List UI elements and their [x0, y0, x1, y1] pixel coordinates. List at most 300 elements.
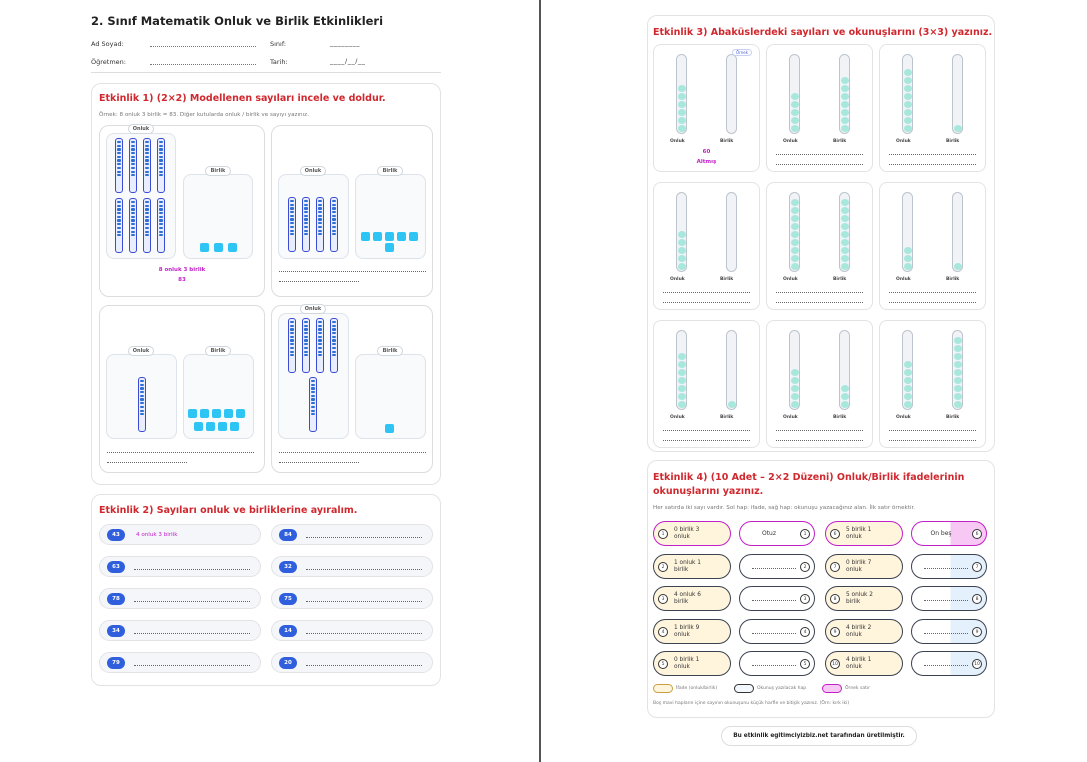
answer-line[interactable]	[776, 430, 863, 431]
decompose-row	[271, 620, 433, 641]
abacus-card	[653, 182, 760, 310]
answer-line[interactable]	[279, 452, 426, 453]
number-badge: 14	[279, 625, 297, 637]
decompose-row	[99, 652, 261, 673]
bead	[904, 117, 912, 124]
unit-cube	[385, 243, 394, 252]
bead	[904, 369, 912, 376]
item-number: 5	[800, 659, 810, 669]
item-number: 2	[800, 562, 810, 572]
activity4-title-line1: Etkinlik 4) (10 Adet – 2×2 Düzeni) Onluk/Birlik ifadelerinin	[653, 472, 965, 483]
abacus-card	[879, 44, 986, 172]
bead	[791, 215, 799, 222]
bead	[678, 377, 686, 384]
birlik-rod-label: Birlik	[720, 139, 734, 144]
birlik-rod	[952, 54, 963, 134]
example-answer: 4 onluk 3 birlik	[136, 532, 178, 538]
unit-cube	[397, 232, 406, 241]
bead	[954, 337, 962, 344]
bead	[791, 101, 799, 108]
ogretmen-label: Öğretmen:	[91, 58, 126, 66]
number-badge: 75	[279, 593, 297, 605]
bead	[791, 385, 799, 392]
bead	[791, 223, 799, 230]
birlik-rod-label: Birlik	[720, 277, 734, 282]
bead	[841, 263, 849, 270]
birlik-rod-label: Birlik	[720, 415, 734, 420]
bead	[841, 255, 849, 262]
bead	[841, 93, 849, 100]
onluk-rod	[676, 192, 687, 272]
number-badge: 34	[107, 625, 125, 637]
bead	[791, 207, 799, 214]
bead	[791, 393, 799, 400]
expression-pill	[825, 651, 903, 676]
header-divider	[91, 72, 441, 73]
answer-line[interactable]	[306, 601, 422, 602]
bead	[678, 117, 686, 124]
item-number: 2	[658, 562, 668, 572]
bead	[791, 199, 799, 206]
unit-cube	[373, 232, 382, 241]
onluk-rod-label: Onluk	[670, 277, 685, 282]
bead	[841, 199, 849, 206]
item-number: 6	[972, 529, 982, 539]
bead	[904, 77, 912, 84]
abacus-card	[766, 182, 873, 310]
bead	[954, 401, 962, 408]
bead	[904, 109, 912, 116]
tarih-field[interactable]: ____/__/__	[330, 57, 366, 65]
expression-text: 0 birlik 1 onluk	[674, 657, 700, 670]
example-answer-number: 83	[178, 277, 186, 283]
answer-line[interactable]	[306, 665, 422, 666]
reading-pill[interactable]	[739, 619, 815, 644]
answer-line[interactable]	[776, 292, 863, 293]
unit-cube	[206, 422, 215, 431]
expression-text: 5 onluk 2 birlik	[846, 592, 873, 605]
answer-line[interactable]	[663, 430, 750, 431]
reading-line[interactable]	[752, 568, 796, 569]
number-badge: 32	[279, 561, 297, 573]
bead	[678, 353, 686, 360]
abacus-card	[766, 44, 873, 172]
onluk-rod	[902, 54, 913, 134]
decompose-row	[271, 556, 433, 577]
answer-line[interactable]	[134, 569, 250, 570]
onluk-label: Onluk	[128, 346, 154, 356]
onluk-rod	[789, 192, 800, 272]
bead	[904, 393, 912, 400]
onluk-rod-label: Onluk	[896, 139, 911, 144]
reading-line[interactable]	[752, 665, 796, 666]
reading-pill[interactable]	[911, 554, 987, 579]
unit-cube	[224, 409, 233, 418]
bead	[954, 393, 962, 400]
bead	[954, 263, 962, 270]
legend-swatch-ornek	[822, 684, 842, 693]
unit-cube	[409, 232, 418, 241]
ten-rod	[330, 197, 338, 252]
ad-soyad-field[interactable]	[150, 46, 256, 47]
worksheet-title: 2. Sınıf Matematik Onluk ve Birlik Etkinlikleri	[91, 14, 384, 28]
unit-cube	[200, 243, 209, 252]
reading-line[interactable]	[752, 633, 796, 634]
activity4-title-line2: okunuşlarını yazınız.	[653, 486, 764, 497]
ten-rod	[330, 318, 338, 373]
sinif-field[interactable]: ________	[330, 39, 360, 47]
example-word: Altmış	[696, 159, 717, 165]
unit-cube	[218, 422, 227, 431]
answer-line[interactable]	[134, 665, 250, 666]
ten-rod	[157, 138, 165, 193]
expression-text: 1 birlik 9 onluk	[674, 624, 700, 638]
example-reading: On beş	[930, 530, 952, 537]
expression-text: 0 birlik 3 onluk	[674, 527, 700, 540]
bead	[678, 361, 686, 368]
bead	[678, 231, 686, 238]
ten-rod	[288, 197, 296, 252]
bead	[678, 85, 686, 92]
birlik-rod-label: Birlik	[946, 139, 960, 144]
bead	[841, 215, 849, 222]
bead	[678, 109, 686, 116]
bead	[904, 85, 912, 92]
onluk-rod-label: Onluk	[670, 415, 685, 420]
ten-rod	[129, 198, 137, 253]
birlik-rod	[839, 54, 850, 134]
bead	[791, 377, 799, 384]
example-reading: Otuz	[761, 530, 777, 537]
onluk-rod-label: Onluk	[783, 139, 798, 144]
onluk-label: Onluk	[300, 166, 326, 176]
decompose-row	[271, 588, 433, 609]
expression-pill	[653, 521, 731, 546]
expression-pill	[653, 619, 731, 644]
tarih-label: Tarih:	[270, 58, 288, 66]
legend-swatch-okunus	[734, 684, 754, 693]
expression-pill	[653, 554, 731, 579]
ten-rod	[302, 318, 310, 373]
onluk-rod	[676, 54, 687, 134]
number-badge: 20	[279, 657, 297, 669]
bead	[678, 255, 686, 262]
item-number: 9	[972, 627, 982, 637]
item-number: 3	[800, 594, 810, 604]
item-number: 1	[800, 529, 810, 539]
activity1-note: Örnek: 8 onluk 3 birlik = 83. Diğer kutularda onluk / birlik ve sayıyı yazınız.	[99, 112, 309, 118]
bead	[954, 377, 962, 384]
birlik-rod-label: Birlik	[946, 277, 960, 282]
reading-line[interactable]	[924, 568, 968, 569]
onluk-rod	[789, 330, 800, 410]
bead	[841, 393, 849, 400]
expression-pill	[825, 554, 903, 579]
answer-line[interactable]	[663, 440, 750, 441]
bead	[841, 385, 849, 392]
sinif-label: Sınıf:	[270, 40, 287, 48]
abacus-card	[766, 320, 873, 448]
activity4-footnote: Boş mavi hapların içine sayının okunuşunu küçük harfle ve bitişik yazınız. (Örn: kırk iki)	[653, 701, 850, 706]
item-number: 7	[830, 562, 840, 572]
item-number: 10	[830, 659, 840, 669]
bead	[791, 93, 799, 100]
legend-okunus: Okunuş yazılacak hap	[757, 686, 807, 691]
item-number: 8	[830, 594, 840, 604]
answer-line[interactable]	[279, 271, 426, 272]
decompose-row	[99, 556, 261, 577]
ten-rod	[302, 197, 310, 252]
onluk-rod	[676, 330, 687, 410]
ogretmen-field[interactable]	[150, 64, 256, 65]
answer-line[interactable]	[776, 440, 863, 441]
example-answer-words: 8 onluk 3 birlik	[158, 267, 206, 273]
bead	[954, 369, 962, 376]
legend-swatch-ifade	[653, 684, 673, 693]
bead	[904, 377, 912, 384]
activity2-title: Etkinlik 2) Sayıları onluk ve birliklerine ayıralım.	[99, 505, 358, 516]
answer-line[interactable]	[889, 430, 976, 431]
number-badge: 78	[107, 593, 125, 605]
ten-rod	[138, 377, 146, 432]
birlik-label: Birlik	[205, 346, 231, 356]
answer-line[interactable]	[279, 462, 359, 463]
unit-cube	[188, 409, 197, 418]
answer-line[interactable]	[776, 302, 863, 303]
decompose-row	[271, 652, 433, 673]
answer-line[interactable]	[306, 537, 422, 538]
reading-pill[interactable]	[911, 651, 987, 676]
answer-line[interactable]	[889, 164, 976, 165]
answer-line[interactable]	[134, 633, 250, 634]
bead	[841, 109, 849, 116]
bead	[954, 353, 962, 360]
bead	[678, 239, 686, 246]
item-number: 4	[800, 627, 810, 637]
birlik-rod-label: Birlik	[833, 139, 847, 144]
unit-cube	[230, 422, 239, 431]
example-number: 60	[702, 149, 711, 155]
bead	[904, 385, 912, 392]
item-number: 3	[658, 594, 668, 604]
reading-pill[interactable]	[739, 554, 815, 579]
bead	[791, 231, 799, 238]
reading-pill[interactable]	[739, 586, 815, 611]
unit-cube	[214, 243, 223, 252]
bead	[678, 263, 686, 270]
reading-line[interactable]	[752, 600, 796, 601]
reading-line[interactable]	[924, 665, 968, 666]
answer-line[interactable]	[889, 292, 976, 293]
expression-text: 4 onluk 6 birlik	[674, 592, 701, 605]
decompose-row	[99, 588, 261, 609]
legend-ifade: İfade (onluk/birlik)	[676, 686, 718, 691]
bead	[791, 369, 799, 376]
onluk-rod	[902, 330, 913, 410]
birlik-rod-label: Birlik	[833, 277, 847, 282]
expression-text: 5 birlik 1 onluk	[846, 527, 872, 540]
answer-line[interactable]	[663, 292, 750, 293]
answer-line[interactable]	[663, 302, 750, 303]
bead	[841, 85, 849, 92]
ten-rod	[288, 318, 296, 373]
bead	[791, 117, 799, 124]
item-number: 4	[658, 627, 668, 637]
bead	[678, 385, 686, 392]
abacus-card	[879, 182, 986, 310]
bead	[791, 255, 799, 262]
bead	[904, 401, 912, 408]
bead	[954, 125, 962, 132]
bead	[678, 401, 686, 408]
answer-line[interactable]	[134, 601, 250, 602]
item-number: 8	[972, 594, 982, 604]
decompose-row	[271, 524, 433, 545]
expression-pill	[825, 586, 903, 611]
item-number: 7	[972, 562, 982, 572]
number-badge: 63	[107, 561, 125, 573]
decompose-row	[99, 620, 261, 641]
item-number: 10	[972, 659, 982, 669]
number-badge: 43	[107, 529, 125, 541]
onluk-rod	[902, 192, 913, 272]
bead	[841, 117, 849, 124]
reading-pill[interactable]	[911, 619, 987, 644]
unit-cube	[385, 232, 394, 241]
bead	[841, 401, 849, 408]
bead	[841, 77, 849, 84]
answer-line[interactable]	[776, 164, 863, 165]
bead	[841, 231, 849, 238]
ten-rod	[309, 377, 317, 432]
ten-rod	[129, 138, 137, 193]
birlik-label: Birlik	[377, 166, 403, 176]
reading-pill[interactable]	[911, 521, 987, 546]
activity3-title: Etkinlik 3) Abaküslerdeki sayıları ve okunuşlarını (3×3) yazınız.	[653, 27, 993, 38]
item-number: 1	[658, 529, 668, 539]
birlik-rod	[839, 192, 850, 272]
item-number: 5	[658, 659, 668, 669]
unit-cube	[200, 409, 209, 418]
bead	[904, 69, 912, 76]
onluk-label: Onluk	[300, 304, 326, 314]
bead	[841, 247, 849, 254]
expression-text: 0 birlik 7 onluk	[846, 559, 872, 573]
birlik-rod	[839, 330, 850, 410]
ten-rod	[143, 198, 151, 253]
bead	[678, 393, 686, 400]
bead	[841, 207, 849, 214]
bead	[904, 263, 912, 270]
reading-line[interactable]	[924, 600, 968, 601]
reading-line[interactable]	[924, 633, 968, 634]
birlik-rod	[952, 330, 963, 410]
unit-cube	[361, 232, 370, 241]
onluk-rod-label: Onluk	[670, 139, 685, 144]
bead	[954, 385, 962, 392]
bead	[841, 101, 849, 108]
birlik-rod	[726, 54, 737, 134]
answer-line[interactable]	[107, 462, 187, 463]
bead	[904, 125, 912, 132]
onluk-rod-label: Onluk	[896, 277, 911, 282]
answer-line[interactable]	[889, 154, 976, 155]
expression-text: 1 onluk 1 birlik	[674, 559, 701, 573]
activity4-note: Her satırda iki sayı vardır. Sol hap: ifade, sağ hap: okunuşu yazacağınız alan. İlk satır örnektir.	[653, 505, 916, 511]
bead	[904, 93, 912, 100]
ad-soyad-label: Ad Soyad:	[91, 40, 124, 48]
bead	[841, 239, 849, 246]
onluk-rod-label: Onluk	[783, 277, 798, 282]
bead	[791, 263, 799, 270]
footer-credit: Bu etkinlik egitimciyizbiz.net tarafından üretilmiştir.	[721, 726, 917, 746]
bead	[678, 125, 686, 132]
answer-line[interactable]	[107, 452, 254, 453]
bead	[841, 125, 849, 132]
reading-pill[interactable]	[739, 651, 815, 676]
ornek-tag: Örnek	[732, 49, 752, 56]
bead	[791, 239, 799, 246]
bead	[678, 101, 686, 108]
abacus-card	[653, 320, 760, 448]
answer-line[interactable]	[279, 281, 359, 282]
birlik-rod-label: Birlik	[833, 415, 847, 420]
ten-rod	[316, 318, 324, 373]
expression-pill	[653, 586, 731, 611]
birlik-label: Birlik	[377, 346, 403, 356]
bead	[791, 109, 799, 116]
birlik-rod-label: Birlik	[946, 415, 960, 420]
bead	[904, 361, 912, 368]
bead	[791, 247, 799, 254]
ten-rod	[115, 198, 123, 253]
bead	[904, 101, 912, 108]
expression-text: 4 birlik 1 onluk	[846, 657, 872, 670]
ten-rod	[143, 138, 151, 193]
expression-text: 4 birlik 2 onluk	[846, 624, 872, 638]
birlik-label: Birlik	[205, 166, 231, 176]
bead	[791, 125, 799, 132]
unit-cube	[194, 422, 203, 431]
decompose-row	[99, 524, 261, 545]
birlik-rod	[726, 192, 737, 272]
unit-cube	[212, 409, 221, 418]
birlik-rod	[726, 330, 737, 410]
bead	[728, 401, 736, 408]
expression-pill	[653, 651, 731, 676]
legend-ornek: Örnek satır	[845, 686, 870, 691]
expression-pill	[825, 619, 903, 644]
bead	[791, 401, 799, 408]
reading-pill[interactable]	[911, 586, 987, 611]
answer-line[interactable]	[776, 154, 863, 155]
bead	[678, 247, 686, 254]
bead	[954, 361, 962, 368]
answer-line[interactable]	[889, 440, 976, 441]
item-number: 6	[830, 529, 840, 539]
bead	[954, 345, 962, 352]
reading-pill[interactable]	[739, 521, 815, 546]
answer-line[interactable]	[889, 302, 976, 303]
answer-line[interactable]	[306, 633, 422, 634]
onluk-label: Onluk	[128, 124, 154, 134]
bead	[904, 247, 912, 254]
answer-line[interactable]	[306, 569, 422, 570]
onluk-rod	[789, 54, 800, 134]
bead	[678, 369, 686, 376]
expression-pill	[825, 521, 903, 546]
onluk-rod-label: Onluk	[783, 415, 798, 420]
